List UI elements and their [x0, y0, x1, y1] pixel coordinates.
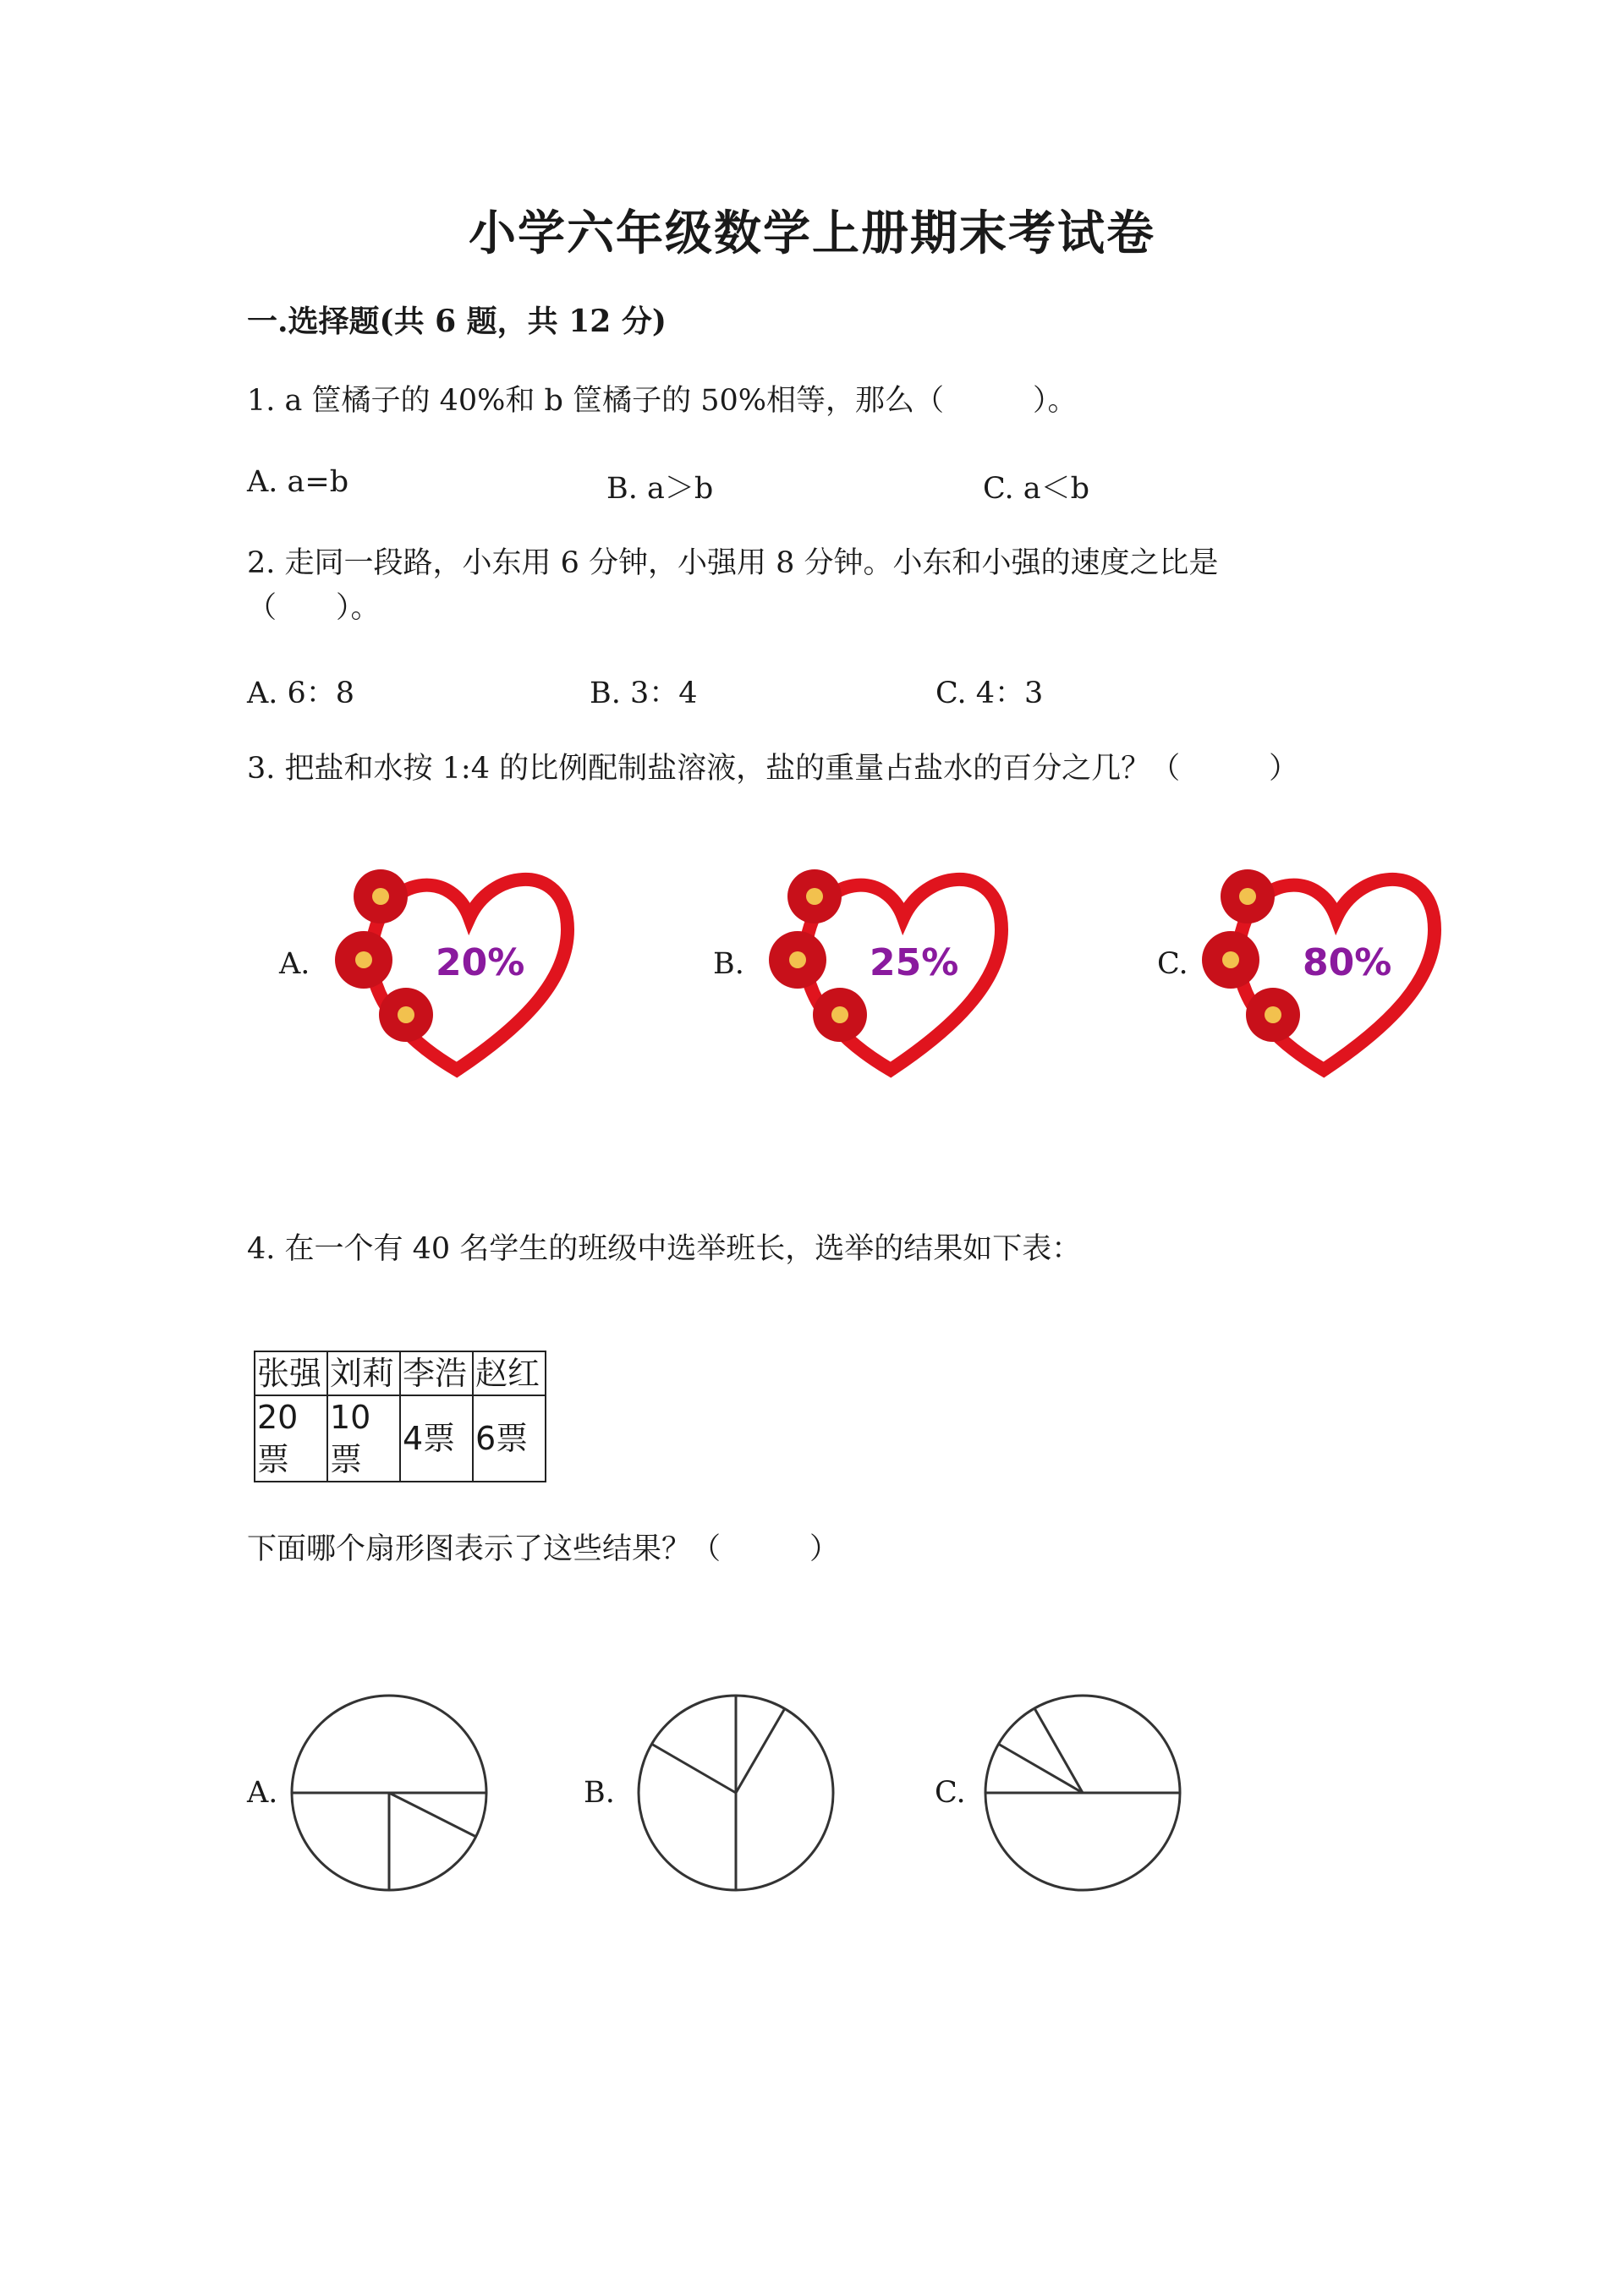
question-4-sub: 下面哪个扇形图表示了这些结果？（ ）	[247, 1532, 840, 1566]
table-cell-votes: 20票	[255, 1395, 327, 1482]
table-cell-votes: 10票	[327, 1395, 400, 1482]
table-row	[255, 1395, 546, 1482]
q3-option-c-heart[interactable]	[1193, 858, 1472, 1095]
vote-table	[254, 1351, 546, 1482]
q2-option-a[interactable]: A. 6：8	[247, 677, 355, 710]
table-cell-votes: 4票	[400, 1395, 473, 1482]
q2-option-b[interactable]: B. 3：4	[590, 677, 698, 710]
q4-option-c-label[interactable]: C.	[935, 1776, 966, 1810]
section-heading: 一.选择题(共 6 题，共 12 分)	[247, 304, 667, 339]
table-cell-name: 赵红	[473, 1351, 546, 1395]
question-2-line-1: 2. 走同一段路，小东用 6 分钟，小强用 8 分钟。小东和小强的速度之比是	[247, 546, 1219, 580]
q3-option-b-heart[interactable]	[760, 858, 1039, 1095]
q1-option-a[interactable]: A. a=b	[247, 465, 349, 499]
q4-option-b-label[interactable]: B.	[584, 1776, 615, 1810]
q3-option-b-label[interactable]: B.	[713, 947, 744, 981]
question-4: 4. 在一个有 40 名学生的班级中选举班长，选举的结果如下表：	[247, 1232, 1082, 1266]
q1-option-c[interactable]: C. a＜b	[983, 472, 1090, 506]
q4-option-c-pie[interactable]	[981, 1691, 1184, 1894]
table-row	[255, 1351, 546, 1395]
table-cell-votes: 6票	[473, 1395, 546, 1482]
question-1: 1. a 筐橘子的 40%和 b 筐橘子的 50%相等，那么（ ）。	[247, 384, 1078, 418]
table-cell-name: 张强	[255, 1351, 327, 1395]
q3-option-c-label[interactable]: C.	[1157, 947, 1188, 981]
flower-icon	[769, 869, 867, 1042]
q3-option-a-heart[interactable]	[326, 858, 605, 1095]
question-2-line-2: （ ）。	[247, 591, 381, 625]
table-cell-name: 刘莉	[327, 1351, 400, 1395]
q2-option-c[interactable]: C. 4：3	[935, 677, 1044, 710]
q4-option-a-label[interactable]: A.	[247, 1776, 278, 1810]
page-title: 小学六年级数学上册期末考试卷	[469, 205, 1155, 261]
q4-option-b-pie[interactable]	[634, 1691, 837, 1894]
q3-option-a-value: 20%	[436, 941, 525, 984]
q1-option-b[interactable]: B. a＞b	[606, 472, 714, 506]
q3-option-a-label[interactable]: A.	[279, 947, 310, 981]
flower-icon	[335, 869, 433, 1042]
flower-icon	[1202, 869, 1300, 1042]
q3-option-b-value: 25%	[870, 941, 959, 984]
table-cell-name: 李浩	[400, 1351, 473, 1395]
question-3: 3. 把盐和水按 1:4 的比例配制盐溶液，盐的重量占盐水的百分之几？（ ）	[247, 752, 1299, 786]
q3-option-c-value: 80%	[1303, 941, 1392, 984]
q4-option-a-pie[interactable]	[288, 1691, 491, 1894]
